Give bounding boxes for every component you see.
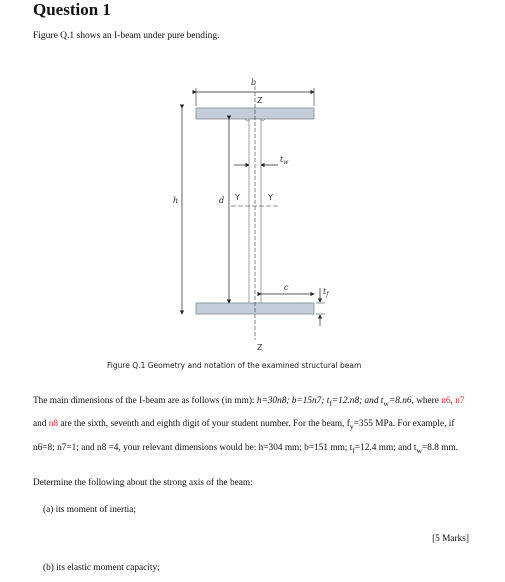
dimensions-paragraph: The main dimensions of the I-beam are as follows (in mm): h=30n8; b=15n7; $t_f=12.n8$; and $t_w=8.n6$, where n6, n7 and n8 are the sixth, seventh and eighth digit of your student number. For the beam, $f_y=355$ MPa. For example, if n6=8; n7=1; and n8 =4, your relevant dimensions would be: h=304 mm; b=151 mm; $t_f=12.4$ mm; and $t_w=8.8$ mm. — [33, 396, 465, 455]
z-bottom-label: Z — [257, 343, 263, 352]
tw-label: $t_w$ — [280, 155, 289, 166]
marks-label: [5 Marks] — [432, 534, 469, 544]
part-b: (b) its elastic moment capacity; — [43, 563, 160, 573]
z-top-label: Z — [257, 96, 263, 105]
ibeam-figure — [0, 68, 505, 358]
question-text: Determine the following about the strong axis of the beam: — [33, 478, 253, 488]
y-left-label: Y — [235, 193, 240, 202]
h-label: h — [173, 196, 179, 205]
y-right-label: Y — [268, 193, 273, 202]
part-a: (a) its moment of inertia; — [43, 505, 136, 515]
tf-label: $t_f$ — [323, 287, 329, 298]
intro-text: Figure Q.1 shows an I-beam under pure bending. — [33, 31, 220, 41]
ibeam-diagram — [0, 68, 505, 358]
c-label: c — [284, 283, 289, 292]
question-heading: Question 1 — [33, 0, 111, 19]
d-label: d — [219, 196, 225, 205]
b-label: b — [251, 78, 257, 87]
figure-caption: Figure Q.1 Geometry and notation of the examined structural beam — [107, 361, 362, 370]
